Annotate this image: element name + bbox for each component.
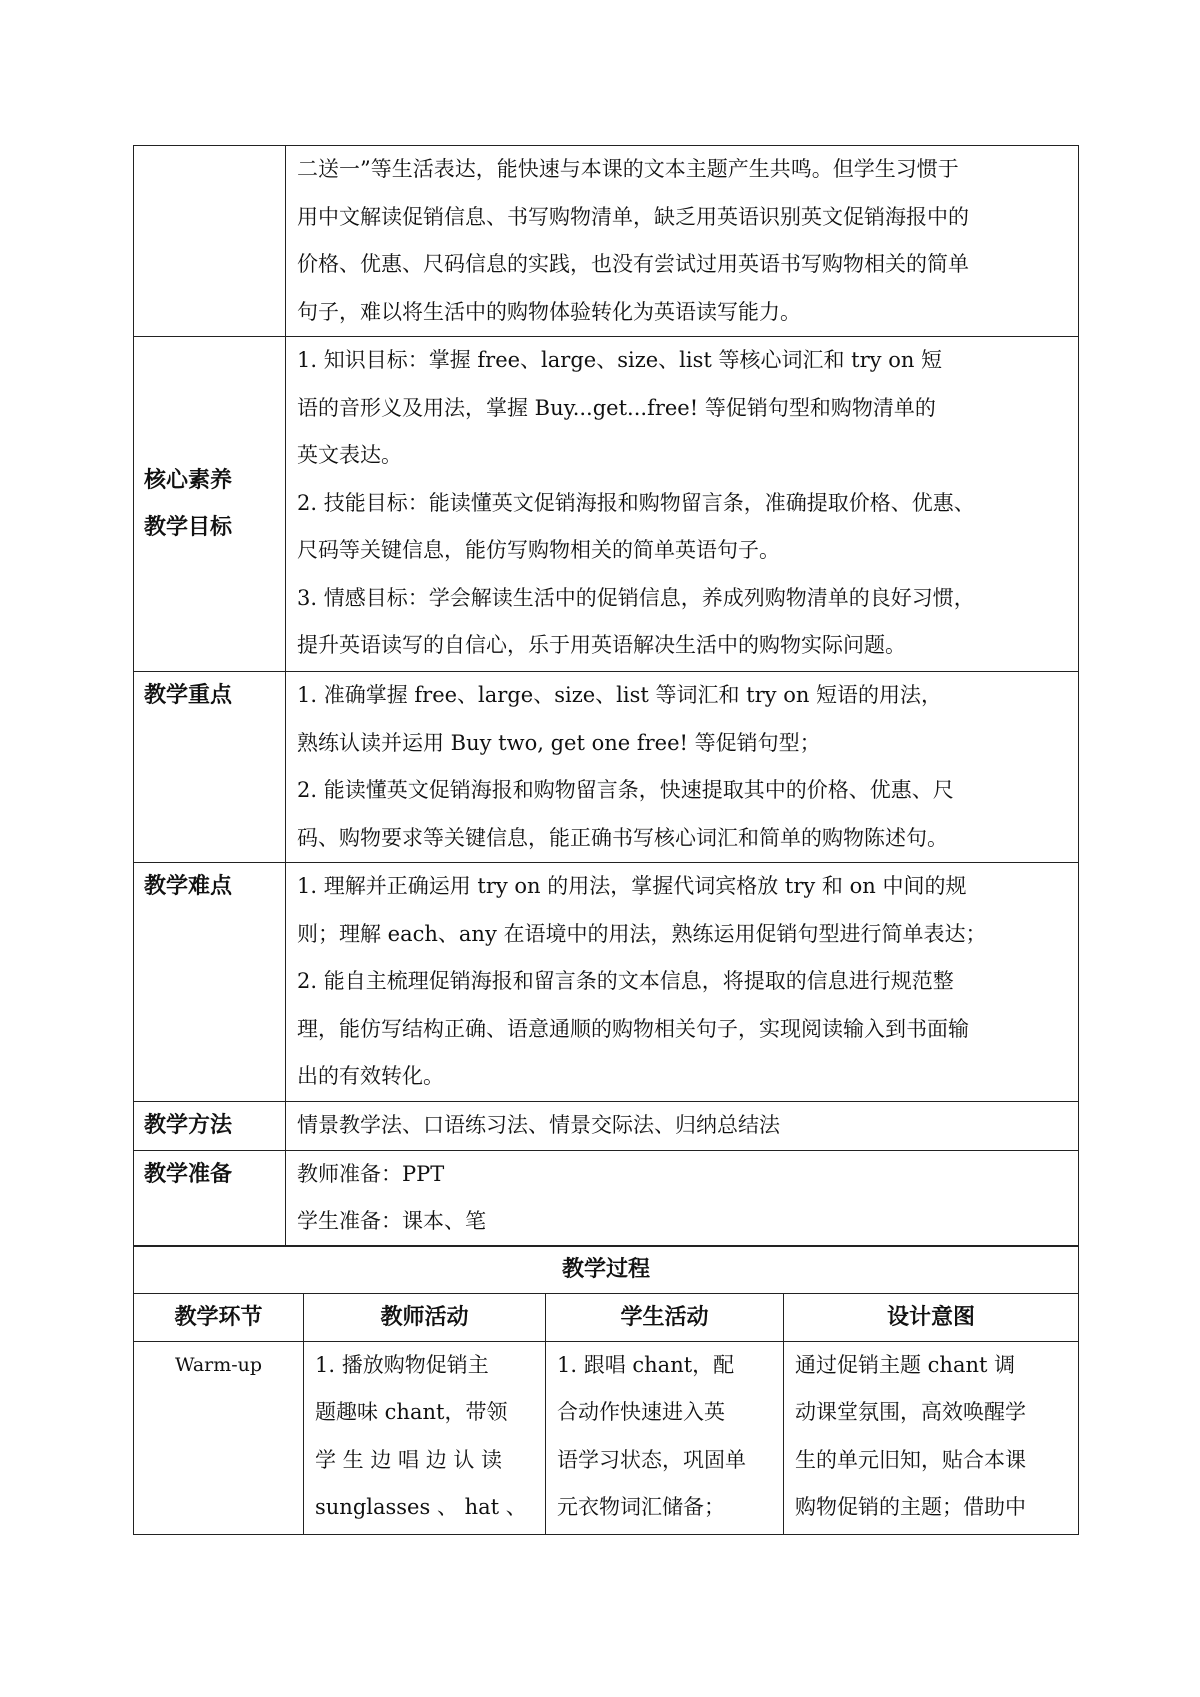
learner-analysis-content — [286, 146, 1079, 337]
key-points-row — [134, 672, 1079, 863]
text-line: 熟练认读并运用 Buy two, get one free! 等促销句型； — [297, 730, 821, 755]
text-line: 提升英语读写的自信心，乐于用英语解决生活中的购物实际问题。 — [297, 633, 906, 657]
column-header-teacher-activity: 教师活动 — [304, 1293, 546, 1341]
process-title: 教学过程 — [134, 1245, 1079, 1293]
stage-warm-up: Warm-up — [134, 1341, 304, 1534]
lesson-plan-page — [133, 145, 1078, 1535]
text-line: 1. 理解并正确运用 try on 的用法，掌握代词宾格放 try 和 on 中间的规 — [297, 874, 967, 898]
key-points-content — [286, 672, 1079, 863]
preparation-row — [134, 1150, 1079, 1246]
lesson-plan-table — [133, 145, 1079, 1247]
text-line: 二送一”等生活表达，能快速与本课的文本主题产生共鸣。但学生习惯于 — [297, 157, 959, 181]
text-line: sunglasses 、 hat 、 — [315, 1495, 527, 1520]
preparation-label: 教学准备 — [134, 1150, 286, 1246]
methods-content: 情景教学法、口语练习法、情景交际法、归纳总结法 — [286, 1102, 1079, 1151]
table-row — [134, 1341, 1079, 1534]
teacher-preparation: 教师准备：PPT — [297, 1161, 445, 1186]
difficulties-content — [286, 863, 1079, 1102]
column-header-student-activity: 学生活动 — [546, 1293, 784, 1341]
text-line: 动课堂氛围，高效唤醒学 — [795, 1400, 1026, 1425]
process-title-row — [134, 1245, 1079, 1293]
text-line: 生的单元旧知，贴合本课 — [795, 1447, 1026, 1472]
column-header-stage: 教学环节 — [134, 1293, 304, 1341]
core-goals-row — [134, 337, 1079, 672]
key-points-label: 教学重点 — [134, 672, 286, 863]
text-line: 元衣物词汇储备； — [557, 1495, 725, 1520]
process-header-row — [134, 1293, 1079, 1341]
teacher-activity-cell — [304, 1341, 546, 1534]
core-goals-label — [134, 337, 286, 672]
text-line: 2. 技能目标：能读懂英文促销海报和购物留言条，准确提取价格、优惠、 — [297, 490, 975, 515]
preparation-content — [286, 1150, 1079, 1246]
column-header-design-intent: 设计意图 — [784, 1293, 1079, 1341]
text-line: 1. 知识目标：掌握 free、large、size、list 等核心词汇和 try on 短 — [297, 348, 943, 372]
core-goals-label-line2: 教学目标 — [144, 515, 233, 540]
text-line: 2. 能读懂英文促销海报和购物留言条，快速提取其中的价格、优惠、尺 — [297, 778, 954, 802]
text-line: 合动作快速进入英 — [557, 1400, 725, 1425]
text-line: 出的有效转化。 — [297, 1064, 444, 1088]
text-line: 尺码等关键信息，能仿写购物相关的简单英语句子。 — [297, 538, 780, 562]
text-line: 题趣味 chant，带领 — [315, 1400, 508, 1425]
student-activity-cell — [546, 1341, 784, 1534]
text-line: 1. 播放购物促销主 — [315, 1352, 489, 1377]
text-line: 用中文解读促销信息、书写购物清单，缺乏用英语识别英文促销海报中的 — [297, 204, 969, 229]
teaching-process-table — [133, 1245, 1079, 1535]
design-intent-cell — [784, 1341, 1079, 1534]
text-line: 1. 准确掌握 free、large、size、list 等词汇和 try on 短语的用法， — [297, 683, 943, 707]
core-goals-content — [286, 337, 1079, 672]
methods-label: 教学方法 — [134, 1102, 286, 1151]
text-line: 3. 情感目标：学会解读生活中的促销信息，养成列购物清单的良好习惯， — [297, 585, 975, 610]
text-line: 理，能仿写结构正确、语意通顺的购物相关句子，实现阅读输入到书面输 — [297, 1016, 969, 1041]
difficulties-label: 教学难点 — [134, 863, 286, 1102]
text-line: 1. 跟唱 chant，配 — [557, 1352, 735, 1377]
text-line: 2. 能自主梳理促销海报和留言条的文本信息，将提取的信息进行规范整 — [297, 969, 954, 993]
text-line: 语的音形义及用法，掌握 Buy...get...free! 等促销句型和购物清单的 — [297, 395, 936, 420]
text-line: 句子，难以将生活中的购物体验转化为英语读写能力。 — [297, 299, 801, 324]
text-line: 语学习状态，巩固单 — [557, 1447, 746, 1472]
difficulties-row — [134, 863, 1079, 1102]
text-line: 通过促销主题 chant 调 — [795, 1352, 1016, 1377]
text-line: 码、购物要求等关键信息，能正确书写核心词汇和简单的购物陈述句。 — [297, 825, 948, 850]
text-line: 英文表达。 — [297, 443, 402, 467]
text-line: 价格、优惠、尺码信息的实践，也没有尝试过用英语书写购物相关的简单 — [297, 252, 969, 276]
text-line: 则；理解 each、any 在语境中的用法，熟练运用促销句型进行简单表达； — [297, 921, 987, 946]
learner-analysis-row — [134, 146, 1079, 337]
methods-row — [134, 1102, 1079, 1151]
text-line: 学 生 边 唱 边 认 读 — [315, 1447, 503, 1472]
learner-analysis-label — [134, 146, 286, 337]
student-preparation: 学生准备：课本、笔 — [297, 1209, 486, 1233]
core-goals-label-line1: 核心素养 — [144, 468, 233, 493]
text-line: 购物促销的主题；借助中 — [795, 1495, 1026, 1520]
